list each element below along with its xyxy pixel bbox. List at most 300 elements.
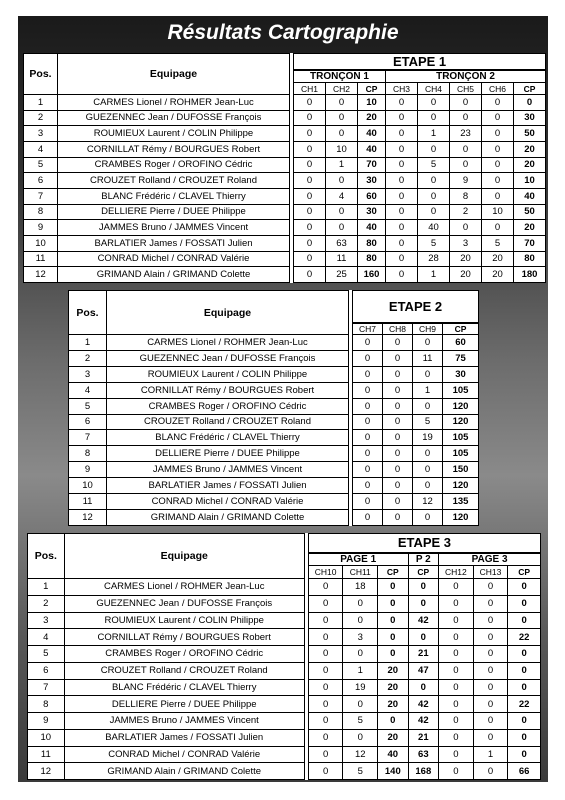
score-cell: 0	[386, 188, 418, 204]
score-cell: 0	[383, 462, 413, 478]
team-name-cell: CRAMBES Roger / OROFINO Cédric	[107, 398, 349, 414]
score-cell: 19	[343, 679, 378, 696]
score-cell: 0	[294, 126, 326, 142]
cp-cell: 10	[358, 95, 386, 111]
score-cell: 11	[326, 251, 358, 267]
position-cell: 4	[69, 382, 107, 398]
column-header-ch5: CH5	[450, 83, 482, 95]
score-cell: 0	[326, 126, 358, 142]
score-cell: 0	[353, 430, 383, 446]
score-cell: 0	[353, 446, 383, 462]
position-cell: 7	[28, 679, 65, 696]
score-cell: 0	[308, 595, 343, 612]
score-cell: 0	[439, 579, 474, 596]
cp-cell: 40	[358, 220, 386, 236]
column-header-cp: CP	[508, 566, 541, 579]
score-cell: 0	[473, 763, 508, 780]
table-row	[69, 414, 479, 430]
score-cell: 0	[473, 662, 508, 679]
score-cell: 0	[450, 220, 482, 236]
score-cell: 4	[326, 188, 358, 204]
team-name-cell: CORNILLAT Rémy / BOURGUES Robert	[107, 382, 349, 398]
position-cell: 6	[69, 414, 107, 430]
position-cell: 7	[69, 430, 107, 446]
score-cell: 0	[294, 204, 326, 220]
cp-cell: 105	[443, 382, 479, 398]
column-header-ch4: CH4	[418, 83, 450, 95]
table-row	[28, 579, 541, 596]
cp-cell: 70	[514, 235, 546, 251]
team-header: Equipage	[107, 291, 349, 335]
column-header-ch8: CH8	[383, 323, 413, 335]
column-header-ch1: CH1	[294, 83, 326, 95]
cp-cell: 180	[514, 267, 546, 283]
position-cell: 12	[69, 509, 107, 525]
cp-cell: 21	[408, 646, 439, 663]
cp-cell: 0	[508, 579, 541, 596]
score-cell: 0	[294, 188, 326, 204]
column-header-ch12: CH12	[439, 566, 474, 579]
column-header-ch9: CH9	[413, 323, 443, 335]
position-cell: 8	[69, 446, 107, 462]
score-cell: 0	[386, 235, 418, 251]
column-header-ch6: CH6	[482, 83, 514, 95]
table-row	[69, 478, 479, 494]
position-cell: 10	[28, 729, 65, 746]
score-cell: 20	[482, 267, 514, 283]
table-row	[28, 746, 541, 763]
cp-cell: 42	[408, 612, 439, 629]
score-cell: 0	[450, 95, 482, 111]
score-cell: 0	[473, 729, 508, 746]
cp-cell: 40	[358, 126, 386, 142]
table-row	[24, 251, 546, 267]
cp-cell: 75	[443, 350, 479, 366]
score-cell: 0	[353, 382, 383, 398]
team-name-cell: CARMES Lionel / ROHMER Jean-Luc	[107, 335, 349, 351]
score-cell: 0	[308, 746, 343, 763]
score-cell: 0	[353, 350, 383, 366]
position-cell: 7	[24, 188, 58, 204]
column-header-cp: CP	[378, 566, 409, 579]
table-row	[24, 173, 546, 189]
cp-cell: 0	[514, 95, 546, 111]
position-cell: 2	[69, 350, 107, 366]
table-row	[24, 141, 546, 157]
cp-cell: 0	[408, 679, 439, 696]
score-cell: 0	[439, 612, 474, 629]
team-name-cell: GRIMAND Alain / GRIMAND Colette	[107, 509, 349, 525]
cp-cell: 20	[378, 696, 409, 713]
team-name-cell: DELLIERE Pierre / DUEE Philippe	[58, 204, 290, 220]
score-cell: 0	[383, 414, 413, 430]
cp-cell: 0	[378, 646, 409, 663]
score-cell: 0	[439, 662, 474, 679]
position-cell: 3	[28, 612, 65, 629]
team-name-cell: JAMMES Bruno / JAMMES Vincent	[58, 220, 290, 236]
score-cell: 0	[413, 335, 443, 351]
team-name-cell: DELLIERE Pierre / DUEE Philippe	[64, 696, 304, 713]
score-cell: 1	[413, 382, 443, 398]
score-cell: 0	[383, 446, 413, 462]
page3-header: PAGE 3	[439, 553, 541, 566]
cp-cell: 0	[408, 629, 439, 646]
table-row	[28, 662, 541, 679]
score-cell: 0	[386, 204, 418, 220]
score-cell: 0	[386, 95, 418, 111]
team-name-cell: GRIMAND Alain / GRIMAND Colette	[58, 267, 290, 283]
score-cell: 0	[450, 110, 482, 126]
score-cell: 0	[386, 126, 418, 142]
score-cell: 0	[482, 188, 514, 204]
score-cell: 0	[308, 729, 343, 746]
cp-cell: 0	[508, 746, 541, 763]
score-cell: 0	[439, 763, 474, 780]
score-cell: 0	[413, 478, 443, 494]
table-row	[69, 430, 479, 446]
score-cell: 2	[450, 204, 482, 220]
score-cell: 0	[294, 235, 326, 251]
score-cell: 0	[439, 679, 474, 696]
team-name-cell: CORNILLAT Rémy / BOURGUES Robert	[58, 141, 290, 157]
team-name-cell: CONRAD Michel / CONRAD Valérie	[64, 746, 304, 763]
cp-cell: 20	[514, 157, 546, 173]
score-cell: 0	[482, 141, 514, 157]
score-cell: 0	[326, 204, 358, 220]
cp-cell: 0	[378, 713, 409, 730]
score-cell: 0	[418, 173, 450, 189]
score-cell: 0	[353, 462, 383, 478]
table-row	[69, 382, 479, 398]
team-name-cell: ROUMIEUX Laurent / COLIN Philippe	[107, 366, 349, 382]
table-row	[28, 696, 541, 713]
score-cell: 8	[450, 188, 482, 204]
table-row	[24, 126, 546, 142]
score-cell: 0	[383, 478, 413, 494]
score-cell: 0	[413, 509, 443, 525]
team-name-cell: GUEZENNEC Jean / DUFOSSE François	[64, 595, 304, 612]
score-cell: 0	[294, 251, 326, 267]
score-cell: 0	[353, 414, 383, 430]
table-row	[69, 335, 479, 351]
score-cell: 0	[294, 157, 326, 173]
score-cell: 0	[386, 251, 418, 267]
cp-cell: 50	[514, 204, 546, 220]
team-name-cell: GUEZENNEC Jean / DUFOSSE François	[58, 110, 290, 126]
score-cell: 0	[308, 713, 343, 730]
cp-cell: 42	[408, 713, 439, 730]
team-name-cell: CONRAD Michel / CONRAD Valérie	[107, 494, 349, 510]
position-cell: 6	[28, 662, 65, 679]
score-cell: 1	[326, 157, 358, 173]
score-cell: 5	[418, 157, 450, 173]
cp-cell: 40	[358, 141, 386, 157]
score-cell: 0	[418, 204, 450, 220]
score-cell: 0	[353, 494, 383, 510]
score-cell: 0	[450, 157, 482, 173]
position-cell: 9	[24, 220, 58, 236]
cp-cell: 42	[408, 696, 439, 713]
cp-cell: 160	[358, 267, 386, 283]
position-cell: 9	[69, 462, 107, 478]
score-cell: 0	[482, 220, 514, 236]
cp-cell: 120	[443, 398, 479, 414]
score-cell: 0	[473, 579, 508, 596]
cp-cell: 20	[514, 141, 546, 157]
pos-header: Pos.	[24, 54, 58, 95]
table-row	[24, 110, 546, 126]
score-cell: 5	[343, 763, 378, 780]
cp-cell: 30	[358, 204, 386, 220]
cp-cell: 0	[378, 629, 409, 646]
score-cell: 0	[418, 141, 450, 157]
cp-cell: 20	[378, 679, 409, 696]
score-cell: 0	[294, 141, 326, 157]
score-cell: 0	[386, 110, 418, 126]
position-cell: 12	[24, 267, 58, 283]
score-cell: 0	[308, 696, 343, 713]
page1-header: PAGE 1	[308, 553, 408, 566]
position-cell: 10	[69, 478, 107, 494]
cp-cell: 150	[443, 462, 479, 478]
score-cell: 0	[482, 173, 514, 189]
cp-cell: 47	[408, 662, 439, 679]
position-cell: 1	[28, 579, 65, 596]
team-name-cell: CRAMBES Roger / OROFINO Cédric	[58, 157, 290, 173]
cp-cell: 21	[408, 729, 439, 746]
team-name-cell: JAMMES Bruno / JAMMES Vincent	[64, 713, 304, 730]
column-header-cp: CP	[514, 83, 546, 95]
score-cell: 0	[294, 267, 326, 283]
score-cell: 0	[353, 366, 383, 382]
score-cell: 0	[482, 157, 514, 173]
score-cell: 0	[439, 713, 474, 730]
score-cell: 0	[473, 713, 508, 730]
score-cell: 0	[326, 110, 358, 126]
team-name-cell: JAMMES Bruno / JAMMES Vincent	[107, 462, 349, 478]
score-cell: 0	[386, 173, 418, 189]
column-header-ch2: CH2	[326, 83, 358, 95]
score-cell: 0	[413, 462, 443, 478]
score-cell: 0	[343, 612, 378, 629]
score-cell: 0	[482, 95, 514, 111]
position-cell: 9	[28, 713, 65, 730]
table-row	[24, 204, 546, 220]
pos-header: Pos.	[69, 291, 107, 335]
etape1-title: ETAPE 1	[294, 54, 546, 71]
score-cell: 5	[418, 235, 450, 251]
team-name-cell: ROUMIEUX Laurent / COLIN Philippe	[64, 612, 304, 629]
score-cell: 0	[294, 110, 326, 126]
score-cell: 0	[439, 696, 474, 713]
score-cell: 0	[383, 382, 413, 398]
team-name-cell: DELLIERE Pierre / DUEE Philippe	[107, 446, 349, 462]
table-row	[69, 398, 479, 414]
score-cell: 1	[343, 662, 378, 679]
score-cell: 0	[439, 746, 474, 763]
score-cell: 0	[383, 430, 413, 446]
cp-cell: 0	[408, 579, 439, 596]
position-cell: 5	[28, 646, 65, 663]
position-cell: 6	[24, 173, 58, 189]
column-header-cp: CP	[443, 323, 479, 335]
etape3-table	[27, 533, 541, 780]
team-name-cell: BARLATIER James / FOSSATI Julien	[107, 478, 349, 494]
score-cell: 0	[294, 220, 326, 236]
score-cell: 0	[326, 95, 358, 111]
table-row	[24, 267, 546, 283]
table-row	[69, 509, 479, 525]
score-cell: 0	[308, 612, 343, 629]
score-cell: 0	[308, 679, 343, 696]
score-cell: 5	[343, 713, 378, 730]
score-cell: 0	[473, 612, 508, 629]
score-cell: 10	[482, 204, 514, 220]
score-cell: 10	[326, 141, 358, 157]
score-cell: 0	[482, 110, 514, 126]
team-header: Equipage	[64, 534, 304, 579]
score-cell: 0	[418, 188, 450, 204]
cp-cell: 66	[508, 763, 541, 780]
cp-cell: 0	[378, 579, 409, 596]
cp-cell: 20	[378, 662, 409, 679]
position-cell: 8	[24, 204, 58, 220]
cp-cell: 20	[514, 220, 546, 236]
team-name-cell: CROUZET Rolland / CROUZET Roland	[58, 173, 290, 189]
score-cell: 18	[343, 579, 378, 596]
score-cell: 0	[326, 220, 358, 236]
cp-cell: 40	[378, 746, 409, 763]
cp-cell: 10	[514, 173, 546, 189]
score-cell: 0	[308, 629, 343, 646]
team-name-cell: ROUMIEUX Laurent / COLIN Philippe	[58, 126, 290, 142]
table-row	[28, 595, 541, 612]
cp-cell: 50	[514, 126, 546, 142]
column-header-ch7: CH7	[353, 323, 383, 335]
cp-cell: 20	[358, 110, 386, 126]
position-cell: 11	[69, 494, 107, 510]
column-header-cp: CP	[358, 83, 386, 95]
score-cell: 0	[473, 696, 508, 713]
cp-cell: 80	[358, 251, 386, 267]
team-header: Equipage	[58, 54, 290, 95]
score-cell: 0	[383, 509, 413, 525]
cp-cell: 22	[508, 629, 541, 646]
position-cell: 3	[69, 366, 107, 382]
cp-cell: 0	[378, 595, 409, 612]
team-name-cell: GUEZENNEC Jean / DUFOSSE François	[107, 350, 349, 366]
position-cell: 11	[24, 251, 58, 267]
cp-cell: 0	[378, 612, 409, 629]
score-cell: 0	[308, 662, 343, 679]
position-cell: 5	[69, 398, 107, 414]
score-cell: 19	[413, 430, 443, 446]
position-cell: 1	[24, 95, 58, 111]
table-row	[24, 188, 546, 204]
cp-cell: 30	[443, 366, 479, 382]
cp-cell: 105	[443, 430, 479, 446]
table-row	[28, 679, 541, 696]
score-cell: 0	[326, 173, 358, 189]
position-cell: 4	[24, 141, 58, 157]
score-cell: 0	[308, 646, 343, 663]
score-cell: 0	[413, 366, 443, 382]
score-cell: 0	[383, 366, 413, 382]
score-cell: 63	[326, 235, 358, 251]
cp-cell: 0	[508, 729, 541, 746]
score-cell: 0	[386, 141, 418, 157]
score-cell: 0	[353, 335, 383, 351]
etape2-table	[68, 290, 479, 526]
table-row	[24, 157, 546, 173]
team-name-cell: GRIMAND Alain / GRIMAND Colette	[64, 763, 304, 780]
position-cell: 10	[24, 235, 58, 251]
score-cell: 0	[418, 95, 450, 111]
etape3-title: ETAPE 3	[308, 534, 540, 553]
team-name-cell: BLANC Frédéric / CLAVEL Thierry	[58, 188, 290, 204]
cp-cell: 70	[358, 157, 386, 173]
table-row	[28, 629, 541, 646]
table-row	[28, 612, 541, 629]
team-name-cell: BARLATIER James / FOSSATI Julien	[58, 235, 290, 251]
cp-cell: 63	[408, 746, 439, 763]
column-header-ch10: CH10	[308, 566, 343, 579]
score-cell: 0	[383, 494, 413, 510]
score-cell: 0	[473, 679, 508, 696]
score-cell: 1	[418, 267, 450, 283]
team-name-cell: CRAMBES Roger / OROFINO Cédric	[64, 646, 304, 663]
score-cell: 0	[308, 763, 343, 780]
cp-cell: 0	[508, 713, 541, 730]
score-cell: 0	[383, 350, 413, 366]
score-cell: 5	[482, 235, 514, 251]
cp-cell: 22	[508, 696, 541, 713]
score-cell: 20	[450, 267, 482, 283]
table-row	[28, 713, 541, 730]
cp-cell: 120	[443, 509, 479, 525]
score-cell: 0	[439, 595, 474, 612]
score-cell: 0	[386, 220, 418, 236]
page2-header: P 2	[408, 553, 439, 566]
table-row	[69, 366, 479, 382]
score-cell: 0	[450, 141, 482, 157]
cp-cell: 30	[514, 110, 546, 126]
etape1-table	[23, 53, 546, 283]
score-cell: 11	[413, 350, 443, 366]
cp-cell: 60	[358, 188, 386, 204]
position-cell: 11	[28, 746, 65, 763]
position-cell: 4	[28, 629, 65, 646]
table-row	[28, 763, 541, 780]
cp-cell: 120	[443, 478, 479, 494]
score-cell: 0	[439, 646, 474, 663]
cp-cell: 80	[358, 235, 386, 251]
score-cell: 9	[450, 173, 482, 189]
score-cell: 3	[343, 629, 378, 646]
position-cell: 1	[69, 335, 107, 351]
score-cell: 0	[413, 398, 443, 414]
pos-header: Pos.	[28, 534, 65, 579]
score-cell: 0	[473, 646, 508, 663]
table-row	[69, 446, 479, 462]
cp-cell: 30	[358, 173, 386, 189]
score-cell: 28	[418, 251, 450, 267]
score-cell: 40	[418, 220, 450, 236]
column-header-ch11: CH11	[343, 566, 378, 579]
column-header-ch3: CH3	[386, 83, 418, 95]
score-cell: 25	[326, 267, 358, 283]
cp-cell: 60	[443, 335, 479, 351]
